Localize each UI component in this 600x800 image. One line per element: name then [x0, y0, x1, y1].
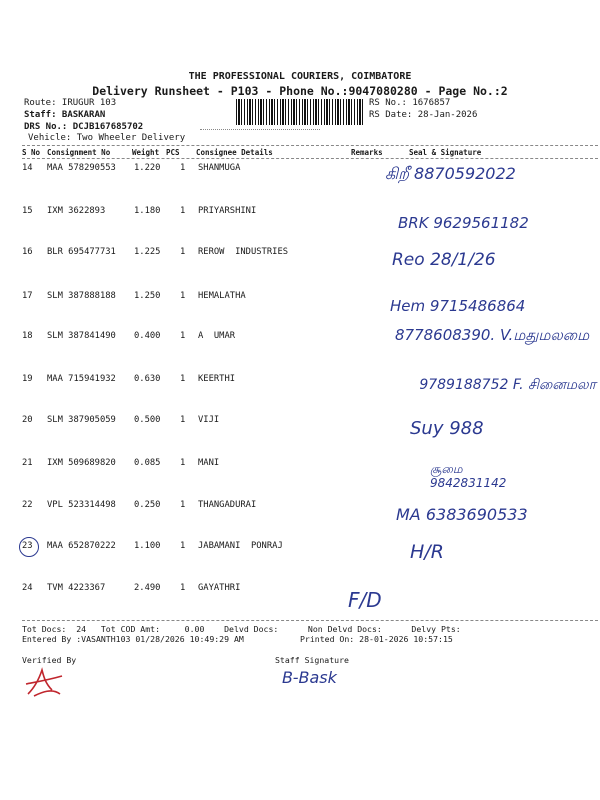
verified-by-label: Verified By: [22, 655, 77, 665]
printed-on: Printed On: 28-01-2026 10:57:15: [300, 634, 453, 644]
row-pcs: 1: [180, 458, 186, 468]
row-pcs: 1: [180, 583, 186, 593]
runsheet-title: Delivery Runsheet - P103 - Phone No.:9047080280 - Page No.:2: [92, 84, 508, 98]
col-consignment: Consignment No: [47, 148, 111, 157]
drs-number: DRS No.: DCJB167685702: [24, 122, 144, 132]
row-pcs: 1: [180, 415, 186, 425]
row-sno: 19: [22, 374, 33, 384]
header-top-rule: [22, 145, 598, 146]
row-pcs: 1: [180, 374, 186, 384]
row-consignment: SLM 387905059: [47, 415, 116, 425]
row-weight: 1.180: [134, 206, 161, 216]
row-consignment: VPL 523314498: [47, 500, 116, 510]
row-consignee: HEMALATHA: [198, 291, 246, 301]
row-consignment: TVM 4223367: [47, 583, 106, 593]
footer-rule: [22, 620, 598, 621]
rs-date: RS Date: 28-Jan-2026: [369, 110, 478, 120]
row-consignment: BLR 695477731: [47, 247, 116, 257]
row-consignee: THANGADURAI: [198, 500, 257, 510]
row-weight: 1.220: [134, 163, 161, 173]
totals-line: Tot Docs: 24 Tot COD Amt: 0.00 Delvd Docs: Non Delvd Docs: Delvy Pts:: [22, 624, 461, 634]
row-consignee: VIJI: [198, 415, 220, 425]
entered-by: Entered By :VASANTH103 01/28/2026 10:49:29 AM: [22, 634, 244, 644]
row-pcs: 1: [180, 206, 186, 216]
row-consignee: PRIYARSHINI: [198, 206, 257, 216]
row-consignee: JABAMANI PONRAJ: [198, 541, 283, 551]
row-pcs: 1: [180, 541, 186, 551]
row-consignment: IXM 509689820: [47, 458, 116, 468]
row-sno: 22: [22, 500, 33, 510]
row-consignee: SHANMUGA: [198, 163, 241, 173]
row-sno: 24: [22, 583, 33, 593]
staff-label: Staff: BASKARAN: [24, 110, 106, 120]
row-pcs: 1: [180, 247, 186, 257]
vehicle-label: Vehicle: Two Wheeler Delivery: [28, 133, 186, 143]
row-sno: 20: [22, 415, 33, 425]
signature-19: 9789188752 F. சினைமலா: [419, 377, 596, 393]
col-sno: S No: [22, 148, 41, 157]
row-consignee: MANI: [198, 458, 220, 468]
row-sno: 23: [22, 541, 33, 551]
col-seal: Seal & Signature: [409, 148, 482, 157]
col-pcs: PCS: [166, 148, 180, 157]
row-weight: 0.630: [134, 374, 161, 384]
row-weight: 2.490: [134, 583, 161, 593]
signature-17: Hem 9715486864: [390, 297, 526, 315]
row-sno: 14: [22, 163, 33, 173]
row-weight: 0.085: [134, 458, 161, 468]
row-consignment: MAA 715941932: [47, 374, 116, 384]
row-sno: 15: [22, 206, 33, 216]
col-weight: Weight: [132, 148, 160, 157]
row-consignment: MAA 578290553: [47, 163, 116, 173]
col-consignee: Consignee Details: [196, 148, 273, 157]
row-consignment: MAA 652870222: [47, 541, 116, 551]
row-consignment: IXM 3622893: [47, 206, 106, 216]
staff-signature-label: Staff Signature: [275, 655, 349, 665]
signature-16: Reo 28/1/26: [392, 250, 496, 270]
company-name: THE PROFESSIONAL COURIERS, COIMBATORE: [188, 71, 412, 82]
row-pcs: 1: [180, 500, 186, 510]
row-consignment: SLM 387888188: [47, 291, 116, 301]
row-weight: 1.100: [134, 541, 161, 551]
row-sno: 18: [22, 331, 33, 341]
col-remarks: Remarks: [351, 148, 383, 157]
row-pcs: 1: [180, 291, 186, 301]
barcode: [236, 99, 364, 125]
rs-number: RS No.: 1676857: [369, 98, 451, 108]
signature-14: கிறீ 8870592022: [385, 164, 516, 183]
row-consignee: A UMAR: [198, 331, 236, 341]
row-consignee: KEERTHI: [198, 374, 236, 384]
row-sno: 17: [22, 291, 33, 301]
route-label: Route: IRUGUR 103: [24, 98, 117, 108]
row-weight: 1.225: [134, 247, 161, 257]
verified-signature: [22, 666, 66, 700]
row-consignee: GAYATHRI: [198, 583, 241, 593]
signature-18: 8778608390. V.மதுமலமை: [395, 326, 590, 344]
row-weight: 0.400: [134, 331, 161, 341]
row-pcs: 1: [180, 331, 186, 341]
row-sno: 16: [22, 247, 33, 257]
row-weight: 0.250: [134, 500, 161, 510]
row-consignee: REROW INDUSTRIES: [198, 247, 289, 257]
signature-22: MA 6383690533: [396, 505, 528, 524]
staff-signature: B-Bask: [282, 668, 337, 687]
row-consignment: SLM 387841490: [47, 331, 116, 341]
signature-20: Suy 988: [410, 418, 484, 439]
signature-23: H/R: [410, 541, 444, 563]
row-weight: 0.500: [134, 415, 161, 425]
signature-15: BRK 9629561182: [398, 214, 529, 232]
header-bottom-rule: [22, 158, 598, 159]
signature-21: சூமை 9842831142: [430, 462, 507, 490]
signature-24: F/D: [348, 588, 382, 612]
row-weight: 1.250: [134, 291, 161, 301]
barcode-smudge: [200, 129, 320, 130]
row-sno: 21: [22, 458, 33, 468]
row-pcs: 1: [180, 163, 186, 173]
